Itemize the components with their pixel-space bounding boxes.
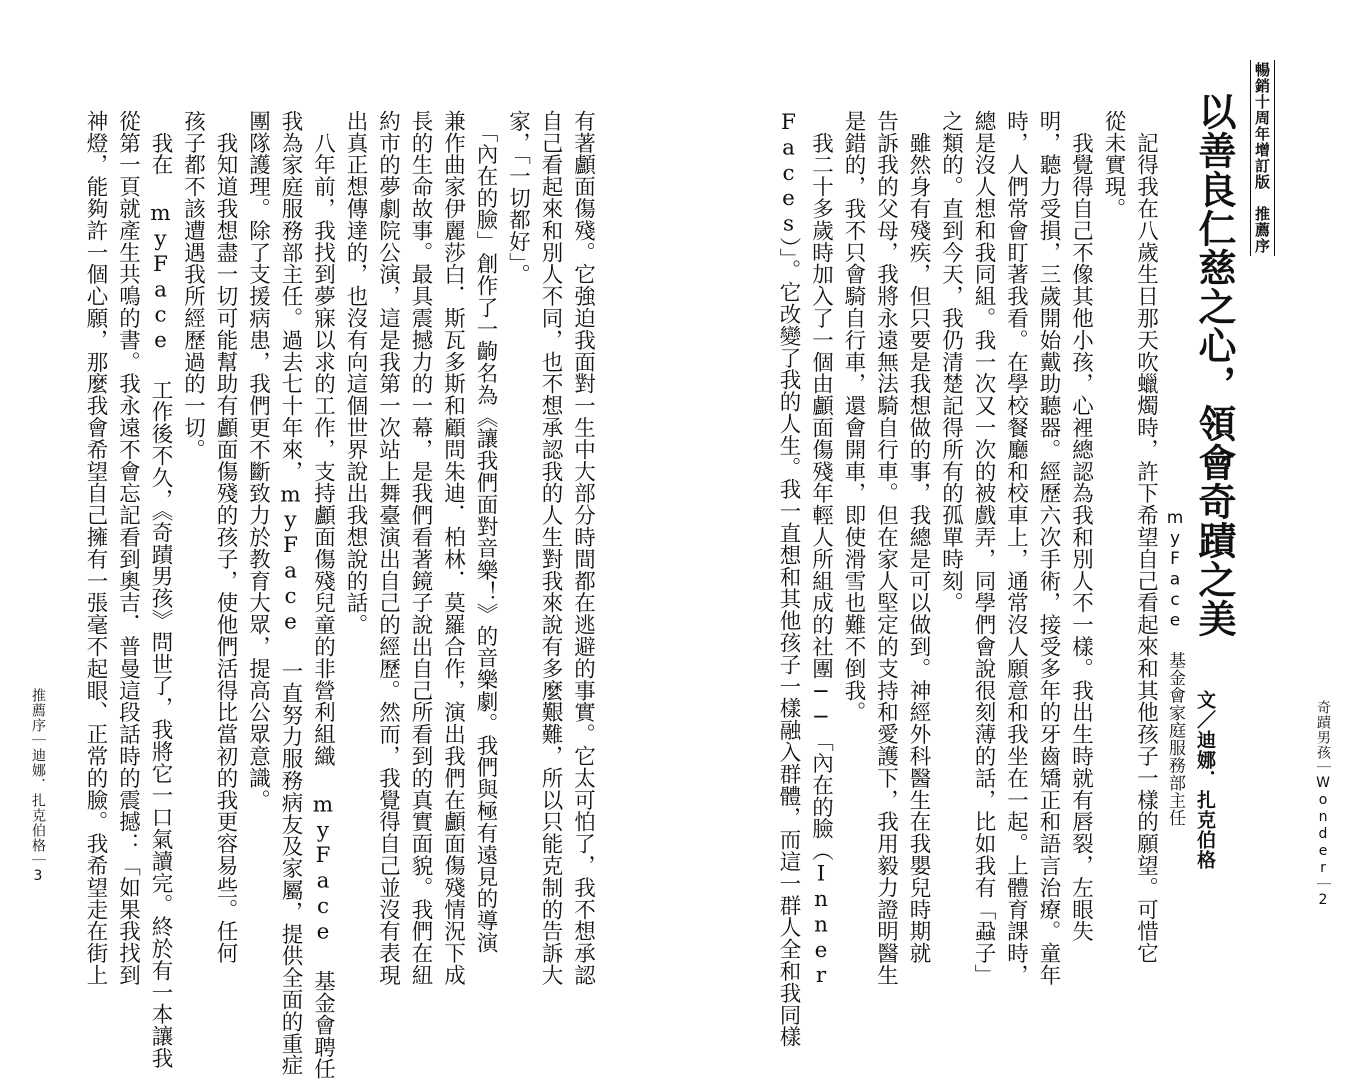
text-column: 自己看起來和別人不同，也不想承認我的人生對我來說有多麼艱難，所以只能克制的告訴大 xyxy=(538,110,563,986)
text-column: 雖然身有殘疾，但只要是我想做的事，我總是可以做到。神經外科醫生在我嬰兒時期就 xyxy=(906,110,931,965)
right-page-header: 奇蹟男孩｜Wonder｜2 xyxy=(1315,700,1331,909)
text-column: 出真正想傳達的，也沒有向這個世界說出我想說的話。 xyxy=(343,110,368,636)
text-column: 從未實現。 xyxy=(1101,110,1126,220)
series-label: 暢銷十周年增訂版 推薦序 xyxy=(1250,60,1275,256)
text-column: 長的生命故事。最具震撼力的一幕，是我們看著鏡子說出自己所看到的真實面貌。我們在紐 xyxy=(408,110,433,986)
text-column: 孩子都不該遭遇我所經歷過的一切。 xyxy=(180,110,206,461)
author-credit: 文／迪娜．扎克伯格 xyxy=(1194,690,1216,870)
text-column: 時，人們常會盯著我看。在學校餐廳和校車上，通常沒人願意和我坐在一起。上體育課時， xyxy=(1003,110,1029,986)
text-column: 我覺得自己不像其他小孩，心裡總認為我和別人不一樣。我出生時就有唇裂，左眼失 xyxy=(1068,110,1094,943)
text-column: 之類的。直到今天，我仍清楚記得所有的孤單時刻。 xyxy=(938,110,964,614)
text-column: 神燈，能夠許一個心願，那麼我會希望自己擁有一張毫不起眼、正常的臉。我希望走在街上 xyxy=(83,110,108,986)
text-column: 我二十多歲時加入了一個由顱面傷殘年輕人所組成的社團──「內在的臉（Inner xyxy=(808,110,834,989)
text-column: 兼作曲家伊麗莎白．斯瓦多斯和顧問朱迪．柏林．莫羅合作，演出我們在顱面傷殘情況下成 xyxy=(440,110,466,986)
essay-title: 以善良仁慈之心，領會奇蹟之美 xyxy=(1192,92,1237,638)
text-column: 八年前，我找到夢寐以求的工作，支持顱面傷殘兒童的非營利組織 myFace 基金會聘任 xyxy=(310,110,336,1080)
text-column: 我在 myFace 工作後不久，《奇蹟男孩》問世了，我將它一口氣讀完。終於有一本讓我 xyxy=(148,110,173,1069)
text-column: 家，「一切都好」。 xyxy=(505,110,531,286)
text-column: 「內在的臉」創作了一齣名為《讓我們面對音樂！》的音樂劇。我們與極有遠見的導演 xyxy=(473,110,498,954)
text-column: 明，聽力受損，三歲開始戴助聽器。經歷六次手術，接受多年的牙齒矯正和語言治療。童年 xyxy=(1036,110,1061,986)
text-column: 是錯的，我不只會騎自行車，還會開車，即使滑雪也難不倒我。 xyxy=(841,110,866,724)
author-role: myFace 基金會家庭服務部主任 xyxy=(1165,508,1185,827)
text-column: 從第一頁就產生共鳴的書。我永遠不會忘記看到奧吉．普曼這段話時的震撼：「如果我找到 xyxy=(115,110,141,986)
left-page-footer: 推薦序｜迪娜．扎克伯格｜3 xyxy=(30,688,46,885)
text-column: 有著顱面傷殘。它強迫我面對一生中大部分時間都在逃避的事實。它太可怕了，我不想承認 xyxy=(570,110,596,986)
text-column: 總是沒人想和我同組。我一次又一次的被戲弄，同學們會說很刻薄的話，比如我有「蝨子」 xyxy=(971,110,996,986)
text-column: 我知道我想盡一切可能幫助有顱面傷殘的孩子，使他們活得比當初的我更容易些。任何 xyxy=(213,110,238,965)
text-column: 約市的夢劇院公演，這是我第一次站上舞臺演出自己的經歷。然而，我覺得自己並沒有表現 xyxy=(375,110,401,986)
text-column: Faces）」。它改變了我的人生。我一直想和其他孩子一樣融入群體，而這一群人全和我同樣 xyxy=(776,110,801,1048)
text-column: 告訴我的父母，我將永遠無法騎自行車。但在家人堅定的支持和愛護下，我用毅力證明醫生 xyxy=(873,110,899,986)
text-column: 我為家庭服務部主任。過去七十年來，myFace 一直努力服務病友及家屬，提供全面的重症 xyxy=(278,110,303,1077)
text-column: 團隊護理。除了支援病患，我們更不斷致力於教育大眾，提高公眾意識。 xyxy=(245,110,271,811)
page-gutter xyxy=(676,60,677,900)
text-column: 記得我在八歲生日那天吹蠟燭時，許下希望自己看起來和其他孩子一樣的願望。可惜它 xyxy=(1133,110,1159,965)
